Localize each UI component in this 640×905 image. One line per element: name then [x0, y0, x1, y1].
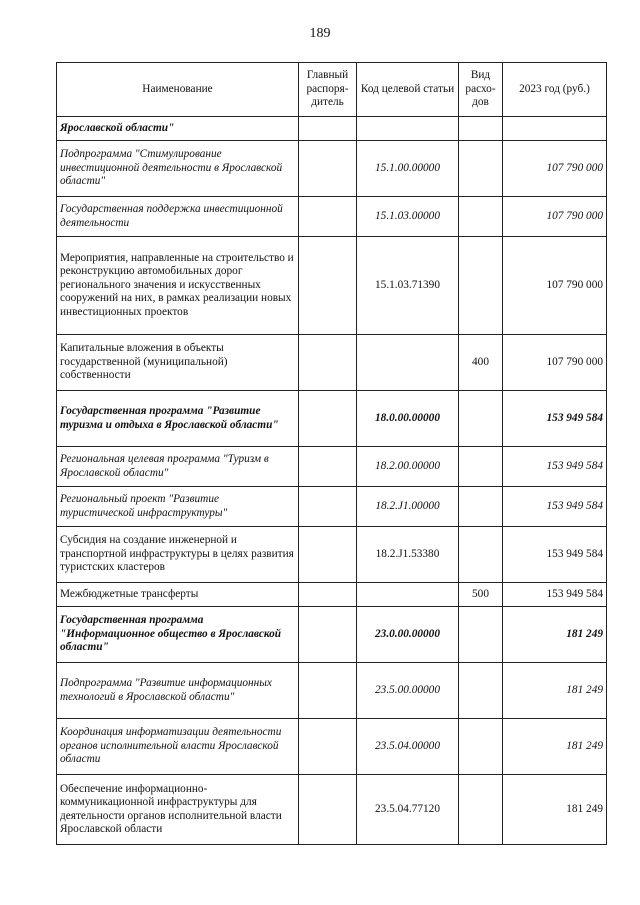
cell-name: Подпрограмма "Развитие информационных технологий в Ярославской области" — [57, 663, 299, 719]
cell-type — [459, 117, 503, 141]
table-row — [57, 335, 607, 391]
cell-name: Государственная поддержка инвестиционной деятельности — [57, 197, 299, 237]
header-admin: Главный распоря-дитель — [299, 63, 357, 117]
cell-amount: 153 949 584 — [503, 583, 607, 607]
cell-code: 18.2.J1.53380 — [357, 527, 459, 583]
cell-code: 23.5.04.00000 — [357, 719, 459, 775]
cell-name: Региональный проект "Развитие туристической инфраструктуры" — [57, 487, 299, 527]
cell-name: Координация информатизации деятельности органов исполнительной власти Ярославской области — [57, 719, 299, 775]
cell-type — [459, 663, 503, 719]
cell-admin — [299, 335, 357, 391]
cell-name: Обеспечение информационно-коммуникационной инфраструктуры для деятельности органов исполнительной власти Ярославской области — [57, 775, 299, 845]
cell-name: Мероприятия, направленные на строительство и реконструкцию автомобильных дорог регионального значения и искусственных сооружений на них, в рамках реализации новых инвестиционных проектов — [57, 237, 299, 335]
cell-amount: 107 790 000 — [503, 197, 607, 237]
cell-admin — [299, 391, 357, 447]
table-row — [57, 719, 607, 775]
cell-code: 15.1.03.71390 — [357, 237, 459, 335]
table-row — [57, 775, 607, 845]
cell-name: Региональная целевая программа "Туризм в Ярославской области" — [57, 447, 299, 487]
cell-name: Подпрограмма "Стимулирование инвестиционной деятельности в Ярославской области" — [57, 141, 299, 197]
cell-amount: 107 790 000 — [503, 237, 607, 335]
cell-code — [357, 335, 459, 391]
table-row — [57, 141, 607, 197]
cell-name: Капитальные вложения в объекты государственной (муниципальной) собственности — [57, 335, 299, 391]
cell-code: 23.0.00.00000 — [357, 607, 459, 663]
header-name: Наименование — [57, 63, 299, 117]
cell-admin — [299, 719, 357, 775]
cell-code: 23.5.04.77120 — [357, 775, 459, 845]
table-row — [57, 447, 607, 487]
cell-type: 500 — [459, 583, 503, 607]
cell-name: Межбюджетные трансферты — [57, 583, 299, 607]
cell-admin — [299, 197, 357, 237]
table-body — [57, 117, 607, 845]
cell-admin — [299, 775, 357, 845]
cell-admin — [299, 487, 357, 527]
cell-amount: 153 949 584 — [503, 391, 607, 447]
cell-name: Субсидия на создание инженерной и транспортной инфраструктуры в целях развития туристских кластеров — [57, 527, 299, 583]
cell-code: 18.2.00.00000 — [357, 447, 459, 487]
cell-admin — [299, 447, 357, 487]
cell-type — [459, 391, 503, 447]
cell-type — [459, 719, 503, 775]
table-row — [57, 663, 607, 719]
budget-table — [56, 62, 607, 845]
cell-type — [459, 141, 503, 197]
cell-amount: 181 249 — [503, 663, 607, 719]
cell-type — [459, 775, 503, 845]
table-row — [57, 391, 607, 447]
cell-amount: 181 249 — [503, 607, 607, 663]
cell-amount: 153 949 584 — [503, 527, 607, 583]
cell-admin — [299, 141, 357, 197]
cell-type: 400 — [459, 335, 503, 391]
cell-code: 15.1.00.00000 — [357, 141, 459, 197]
cell-admin — [299, 237, 357, 335]
cell-code: 23.5.00.00000 — [357, 663, 459, 719]
cell-type — [459, 487, 503, 527]
cell-admin — [299, 663, 357, 719]
cell-admin — [299, 583, 357, 607]
cell-amount: 181 249 — [503, 719, 607, 775]
cell-type — [459, 197, 503, 237]
table-row — [57, 237, 607, 335]
cell-admin — [299, 117, 357, 141]
header-code: Код целевой статьи — [357, 63, 459, 117]
table-row — [57, 583, 607, 607]
cell-amount: 107 790 000 — [503, 335, 607, 391]
cell-name: Государственная программа "Информационное общество в Ярославской области" — [57, 607, 299, 663]
cell-name: Ярославской области" — [57, 117, 299, 141]
cell-type — [459, 447, 503, 487]
cell-type — [459, 237, 503, 335]
table-row — [57, 197, 607, 237]
cell-type — [459, 607, 503, 663]
cell-admin — [299, 607, 357, 663]
table-row — [57, 117, 607, 141]
cell-amount: 153 949 584 — [503, 487, 607, 527]
page-number: 189 — [309, 26, 331, 41]
cell-code: 18.2.J1.00000 — [357, 487, 459, 527]
cell-code: 18.0.00.00000 — [357, 391, 459, 447]
header-type: Вид расхо-дов — [459, 63, 503, 117]
cell-amount: 107 790 000 — [503, 141, 607, 197]
cell-amount — [503, 117, 607, 141]
cell-code — [357, 583, 459, 607]
cell-amount: 153 949 584 — [503, 447, 607, 487]
cell-type — [459, 527, 503, 583]
cell-code — [357, 117, 459, 141]
cell-amount: 181 249 — [503, 775, 607, 845]
table-header — [57, 63, 607, 117]
table-row — [57, 607, 607, 663]
table-row — [57, 527, 607, 583]
cell-code: 15.1.03.00000 — [357, 197, 459, 237]
cell-name: Государственная программа "Развитие туризма и отдыха в Ярославской области" — [57, 391, 299, 447]
cell-admin — [299, 527, 357, 583]
table-row — [57, 487, 607, 527]
header-amount: 2023 год (руб.) — [503, 63, 607, 117]
